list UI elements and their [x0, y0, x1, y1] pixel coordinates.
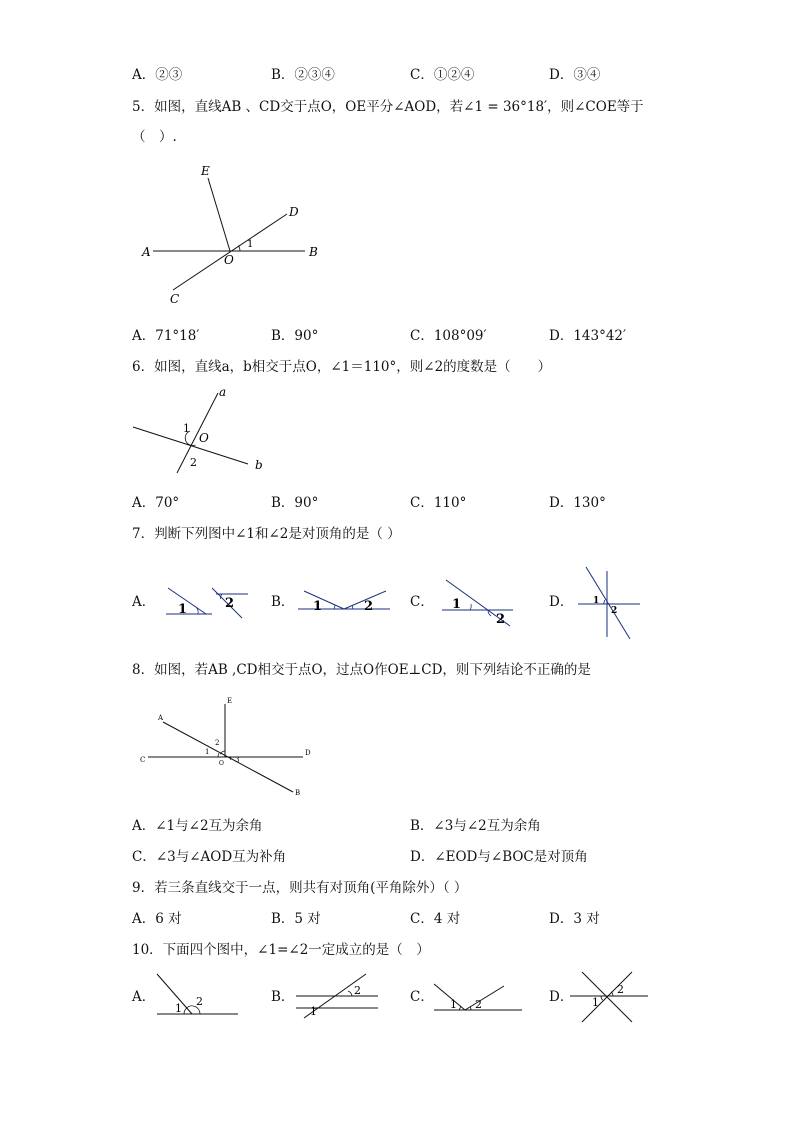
q10-option-d: D． — [549, 989, 574, 1005]
q5-option-a: A．71°18′ — [132, 328, 200, 344]
q8-option-d: D．∠EOD与∠BOC是对顶角 — [410, 849, 588, 865]
q8-label-e: E — [227, 697, 233, 705]
q6-label-o: O — [199, 431, 209, 445]
q8-label-a: A — [158, 714, 164, 722]
q4-option-d: D．③④ — [549, 67, 601, 83]
q6-figure — [130, 385, 270, 480]
q9-option-c: C．4 对 — [410, 911, 461, 927]
q10a-label-1: 1 — [175, 1002, 182, 1015]
q5-label-d: D — [289, 205, 299, 219]
q6-option-a: A．70° — [132, 495, 180, 511]
q8-figure — [138, 692, 328, 804]
q7-option-b: B． — [271, 594, 295, 610]
q10-figure-b — [294, 972, 384, 1022]
q5-label-a: A — [142, 245, 151, 259]
q5-option-b: B．90° — [271, 328, 319, 344]
q8-label-b: B — [295, 789, 301, 797]
q7c-label-2: 2 — [496, 612, 506, 627]
q7-option-a: A． — [132, 594, 156, 610]
q10-option-b: B． — [271, 989, 295, 1005]
q9-option-b: B．5 对 — [271, 911, 321, 927]
q8-label-d: D — [305, 749, 311, 757]
q7b-label-1: 1 — [313, 599, 323, 614]
q10-option-c: C． — [410, 989, 434, 1005]
q9-option-d: D．3 对 — [549, 911, 600, 927]
q7a-label-2: 2 — [225, 596, 235, 611]
q5-label-o: O — [224, 253, 234, 267]
q10a-label-2: 2 — [196, 995, 203, 1008]
q5-label-e: E — [201, 164, 210, 178]
q7-figure-b — [296, 585, 396, 615]
q8-label-c: C — [140, 756, 146, 764]
q8-question: 8．如图，若AB ,CD相交于点O，过点O作OE⊥CD，则下列结论不正确的是 — [132, 662, 591, 678]
q10-figure-d — [568, 968, 653, 1028]
q8-option-c: C．∠3与∠AOD互为补角 — [132, 849, 287, 865]
q7-option-d: D． — [549, 594, 574, 610]
q10-option-a: A． — [132, 989, 156, 1005]
q5-label-c: C — [170, 292, 180, 306]
q7c-label-1: 1 — [452, 597, 462, 612]
q5-label-angle1: 1 — [247, 239, 254, 250]
q5-question-cont: （ ）. — [132, 129, 177, 145]
q8-label-angle2: 2 — [215, 739, 220, 747]
q9-option-a: A．6 对 — [132, 911, 182, 927]
q10-figure-c — [432, 972, 527, 1017]
q7-figure-d — [578, 563, 648, 639]
q10b-label-2: 2 — [354, 984, 361, 997]
q7d-label-2: 2 — [611, 606, 618, 616]
q4-option-a: A．②③ — [132, 67, 183, 83]
q6-label-b: b — [255, 458, 263, 472]
q8-option-a: A．∠1与∠2互为余角 — [132, 818, 263, 834]
q6-option-b: B．90° — [271, 495, 319, 511]
q10d-label-2: 2 — [617, 983, 624, 996]
q4-option-b: B．②③④ — [271, 67, 335, 83]
q7-question: 7．判断下列图中∠1和∠2是对顶角的是（ ） — [132, 526, 401, 542]
q8-label-angle3: 3 — [235, 756, 240, 764]
q6-label-angle2: 2 — [190, 456, 197, 469]
q8-label-angle1: 1 — [205, 748, 210, 756]
q10-question: 10．下面四个图中，∠1=∠2一定成立的是（ ） — [132, 942, 430, 958]
q7-option-c: C． — [410, 594, 434, 610]
q7b-label-2: 2 — [364, 599, 374, 614]
q6-option-c: C．110° — [410, 495, 467, 511]
q8-label-o: O — [219, 760, 224, 767]
q7-figure-c — [438, 578, 518, 628]
q7d-label-1: 1 — [593, 596, 600, 606]
q6-question: 6．如图，直线a，b相交于点O，∠1＝110°，则∠2的度数是（ ） — [132, 359, 552, 375]
q5-question: 5．如图，直线AB 、CD交于点O，OE平分∠AOD，若∠1 = 36°18′，则∠COE等于 — [132, 99, 644, 115]
q5-option-d: D．143°42′ — [549, 328, 627, 344]
q6-option-d: D．130° — [549, 495, 606, 511]
q9-question: 9．若三条直线交于一点，则共有对顶角(平角除外）（ ） — [132, 880, 468, 896]
q7a-label-1: 1 — [178, 602, 188, 617]
q5-label-b: B — [309, 245, 318, 259]
q5-figure — [135, 160, 335, 310]
q10c-label-2: 2 — [475, 998, 482, 1011]
q10-figure-a — [152, 970, 242, 1020]
q5-option-c: C．108°09′ — [410, 328, 487, 344]
q10c-label-1: 1 — [450, 998, 457, 1011]
q8-option-b: B．∠3与∠2互为余角 — [410, 818, 541, 834]
q10d-label-1: 1 — [592, 996, 599, 1009]
q10b-label-1: 1 — [310, 1005, 317, 1018]
q6-label-a: a — [219, 385, 227, 399]
q7-figure-a — [160, 582, 250, 622]
q4-option-c: C．①②④ — [410, 67, 475, 83]
q6-label-angle1: 1 — [183, 422, 190, 435]
